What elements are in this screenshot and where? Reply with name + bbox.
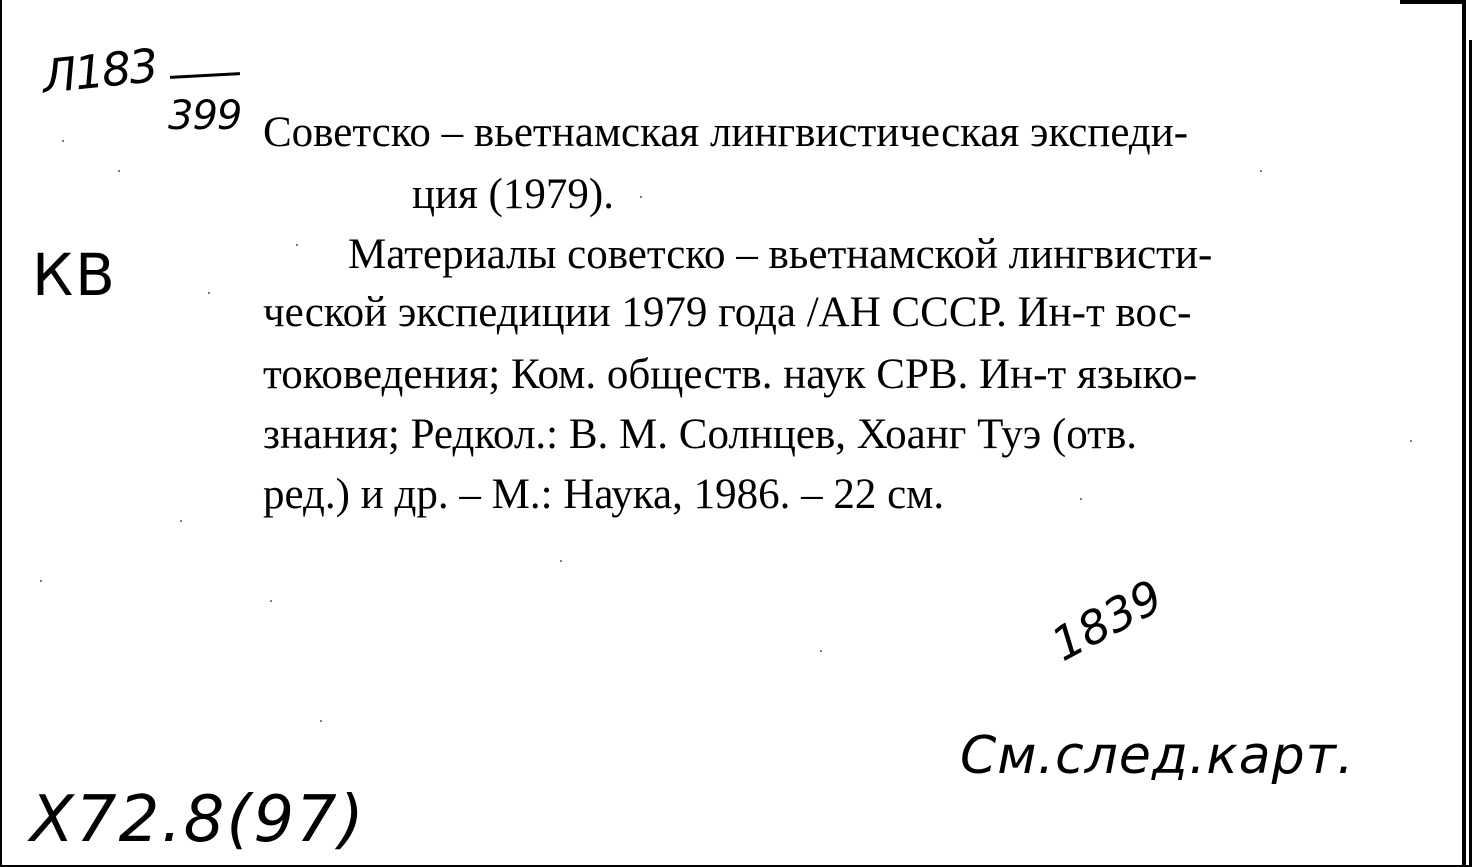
collection-code: КВ (32, 241, 117, 309)
shelfmark-top: Л183 (39, 38, 159, 104)
scan-speck (640, 196, 642, 198)
see-next-card-note: См.след.карт. (960, 726, 1355, 786)
entry-heading-line-1: Советско – вьетнамская лингвистическая экспеди- (263, 109, 1189, 156)
entry-body-line-1: Материалы советско – вьетнамской лингвисти- (348, 231, 1213, 278)
classification-index: Х72.8(97) (30, 783, 366, 857)
entry-body-line-2: ческой экспедиции 1979 года /АН СССР. Ин-т вос- (263, 289, 1192, 336)
scan-speck (1410, 440, 1412, 442)
entry-body-line-3: токоведения; Ком. обществ. наук СРВ. Ин-т языко- (263, 351, 1198, 398)
entry-body-line-4: знания; Редкол.: В. М. Солнцев, Хоанг Туэ (отв. (263, 411, 1138, 458)
shelfmark-bottom: 399 (168, 93, 242, 139)
entry-body-line-5: ред.) и др. – М.: Наука, 1986. – 22 см. (263, 471, 945, 518)
scan-speck (1080, 498, 1082, 500)
scan-speck (1260, 170, 1262, 172)
scan-speck (270, 600, 272, 602)
scan-speck (820, 650, 822, 652)
scan-edge-right (1462, 0, 1466, 867)
scan-speck (208, 292, 210, 294)
scan-speck (62, 140, 64, 142)
scan-speck (40, 580, 42, 582)
scan-speck (180, 520, 182, 522)
shelfmark-divider (170, 72, 240, 79)
scan-speck (320, 720, 322, 722)
scan-edge-left (0, 0, 2, 867)
scan-speck (296, 244, 298, 246)
entry-heading-line-2: ция (1979). (412, 171, 614, 218)
scan-speck (560, 560, 562, 562)
scan-speck (118, 170, 120, 172)
inventory-number: 1839 (1042, 568, 1172, 672)
scan-edge-top-right (1400, 0, 1466, 4)
